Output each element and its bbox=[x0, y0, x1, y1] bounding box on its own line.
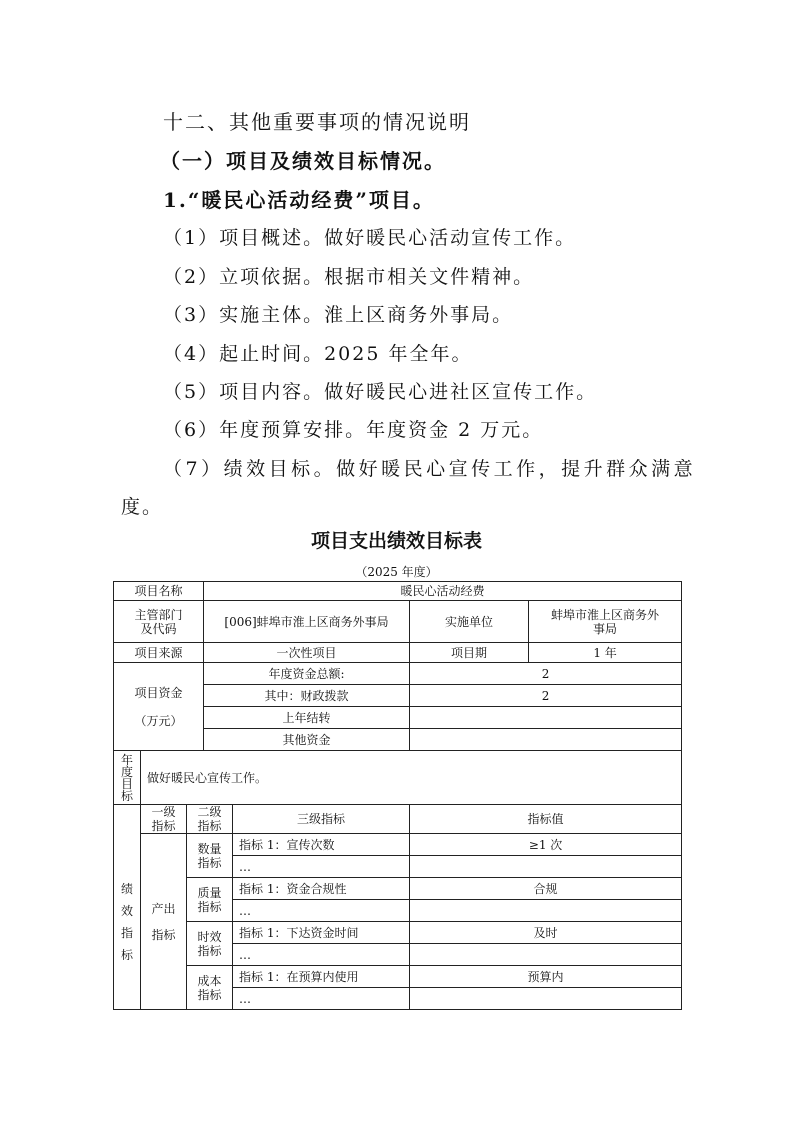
table-title: 项目支出绩效目标表 bbox=[310, 530, 482, 552]
value-header: 指标值 bbox=[410, 805, 682, 834]
group-quality-value: 合规 bbox=[410, 878, 682, 900]
project-name-value: 暖民心活动经费 bbox=[204, 582, 682, 601]
impl-value: 蚌埠市淮上区商务外 事局 bbox=[529, 601, 682, 643]
lvl2-header: 二级 指标 bbox=[187, 805, 233, 834]
period-value: 1 年 bbox=[529, 643, 682, 663]
group-quality-more-value bbox=[410, 900, 682, 922]
paragraph-4: （4）起止时间。2025 年全年。 bbox=[163, 343, 473, 365]
paragraph-5: （5）项目内容。做好暖民心进社区宣传工作。 bbox=[163, 381, 598, 403]
paragraph-1: （1）项目概述。做好暖民心活动宣传工作。 bbox=[163, 227, 577, 249]
group-quantity-indicator: 指标 1：宣传次数 bbox=[233, 834, 410, 856]
group-timeliness-more-value bbox=[410, 944, 682, 966]
period-label: 项目期 bbox=[410, 643, 529, 663]
table-year: （2025 年度） bbox=[355, 565, 438, 579]
group-cost-value: 预算内 bbox=[410, 966, 682, 988]
funds-carry-label: 上年结转 bbox=[204, 707, 410, 729]
funds-carry-value bbox=[410, 707, 682, 729]
subheading: （一）项目及绩效目标情况。 bbox=[160, 149, 446, 173]
group-timeliness-name: 时效 指标 bbox=[187, 922, 233, 966]
group-cost-name: 成本 指标 bbox=[187, 966, 233, 1010]
group-quantity-value: ≥1 次 bbox=[410, 834, 682, 856]
perf-indicator-label: 绩 效 指 标 bbox=[114, 805, 141, 1010]
funds-fiscal-value: 2 bbox=[410, 685, 682, 707]
heading: 十二、其他重要事项的情况说明 bbox=[163, 110, 471, 134]
source-label: 项目来源 bbox=[114, 643, 204, 663]
funds-other-label: 其他资金 bbox=[204, 729, 410, 751]
source-value: 一次性项目 bbox=[204, 643, 410, 663]
impl-label: 实施单位 bbox=[410, 601, 529, 643]
paragraph-7-cont: 度。 bbox=[121, 496, 164, 518]
funds-label: 项目资金 （万元） bbox=[114, 663, 204, 751]
paragraph-6: （6）年度预算安排。年度资金 2 万元。 bbox=[163, 419, 544, 441]
paragraph-3: （3）实施主体。淮上区商务外事局。 bbox=[163, 304, 514, 326]
group-quality-more: … bbox=[233, 900, 410, 922]
funds-fiscal-label: 其中：财政拨款 bbox=[204, 685, 410, 707]
lvl3-header: 三级指标 bbox=[233, 805, 410, 834]
annual-goal-value: 做好暖民心宣传工作。 bbox=[141, 751, 682, 805]
paragraph-7: （7）绩效目标。做好暖民心宣传工作，提升群众满意 bbox=[163, 458, 697, 480]
dept-label: 主管部门 及代码 bbox=[114, 601, 204, 643]
performance-table bbox=[113, 581, 682, 1010]
group-quality-indicator: 指标 1：资金合规性 bbox=[233, 878, 410, 900]
dept-value: [006]蚌埠市淮上区商务外事局 bbox=[204, 601, 410, 643]
group-cost-more: … bbox=[233, 988, 410, 1010]
group-quantity-more: … bbox=[233, 856, 410, 878]
funds-total-value: 2 bbox=[410, 663, 682, 685]
lvl1-header: 一级 指标 bbox=[141, 805, 187, 834]
group-timeliness-indicator: 指标 1：下达资金时间 bbox=[233, 922, 410, 944]
group-quantity-name: 数量 指标 bbox=[187, 834, 233, 878]
group-timeliness-value: 及时 bbox=[410, 922, 682, 944]
funds-total-label: 年度资金总额: bbox=[204, 663, 410, 685]
group-timeliness-more: … bbox=[233, 944, 410, 966]
annual-goal-label: 年 度 目 标 bbox=[114, 751, 141, 805]
item-title: 1.“暖民心活动经费”项目。 bbox=[163, 188, 435, 212]
funds-other-value bbox=[410, 729, 682, 751]
output-indicator-label: 产出 指标 bbox=[141, 834, 187, 1010]
project-name-label: 项目名称 bbox=[114, 582, 204, 601]
group-cost-more-value bbox=[410, 988, 682, 1010]
paragraph-2: （2）立项依据。根据市相关文件精神。 bbox=[163, 266, 535, 288]
group-quality-name: 质量 指标 bbox=[187, 878, 233, 922]
group-cost-indicator: 指标 1：在预算内使用 bbox=[233, 966, 410, 988]
group-quantity-more-value bbox=[410, 856, 682, 878]
